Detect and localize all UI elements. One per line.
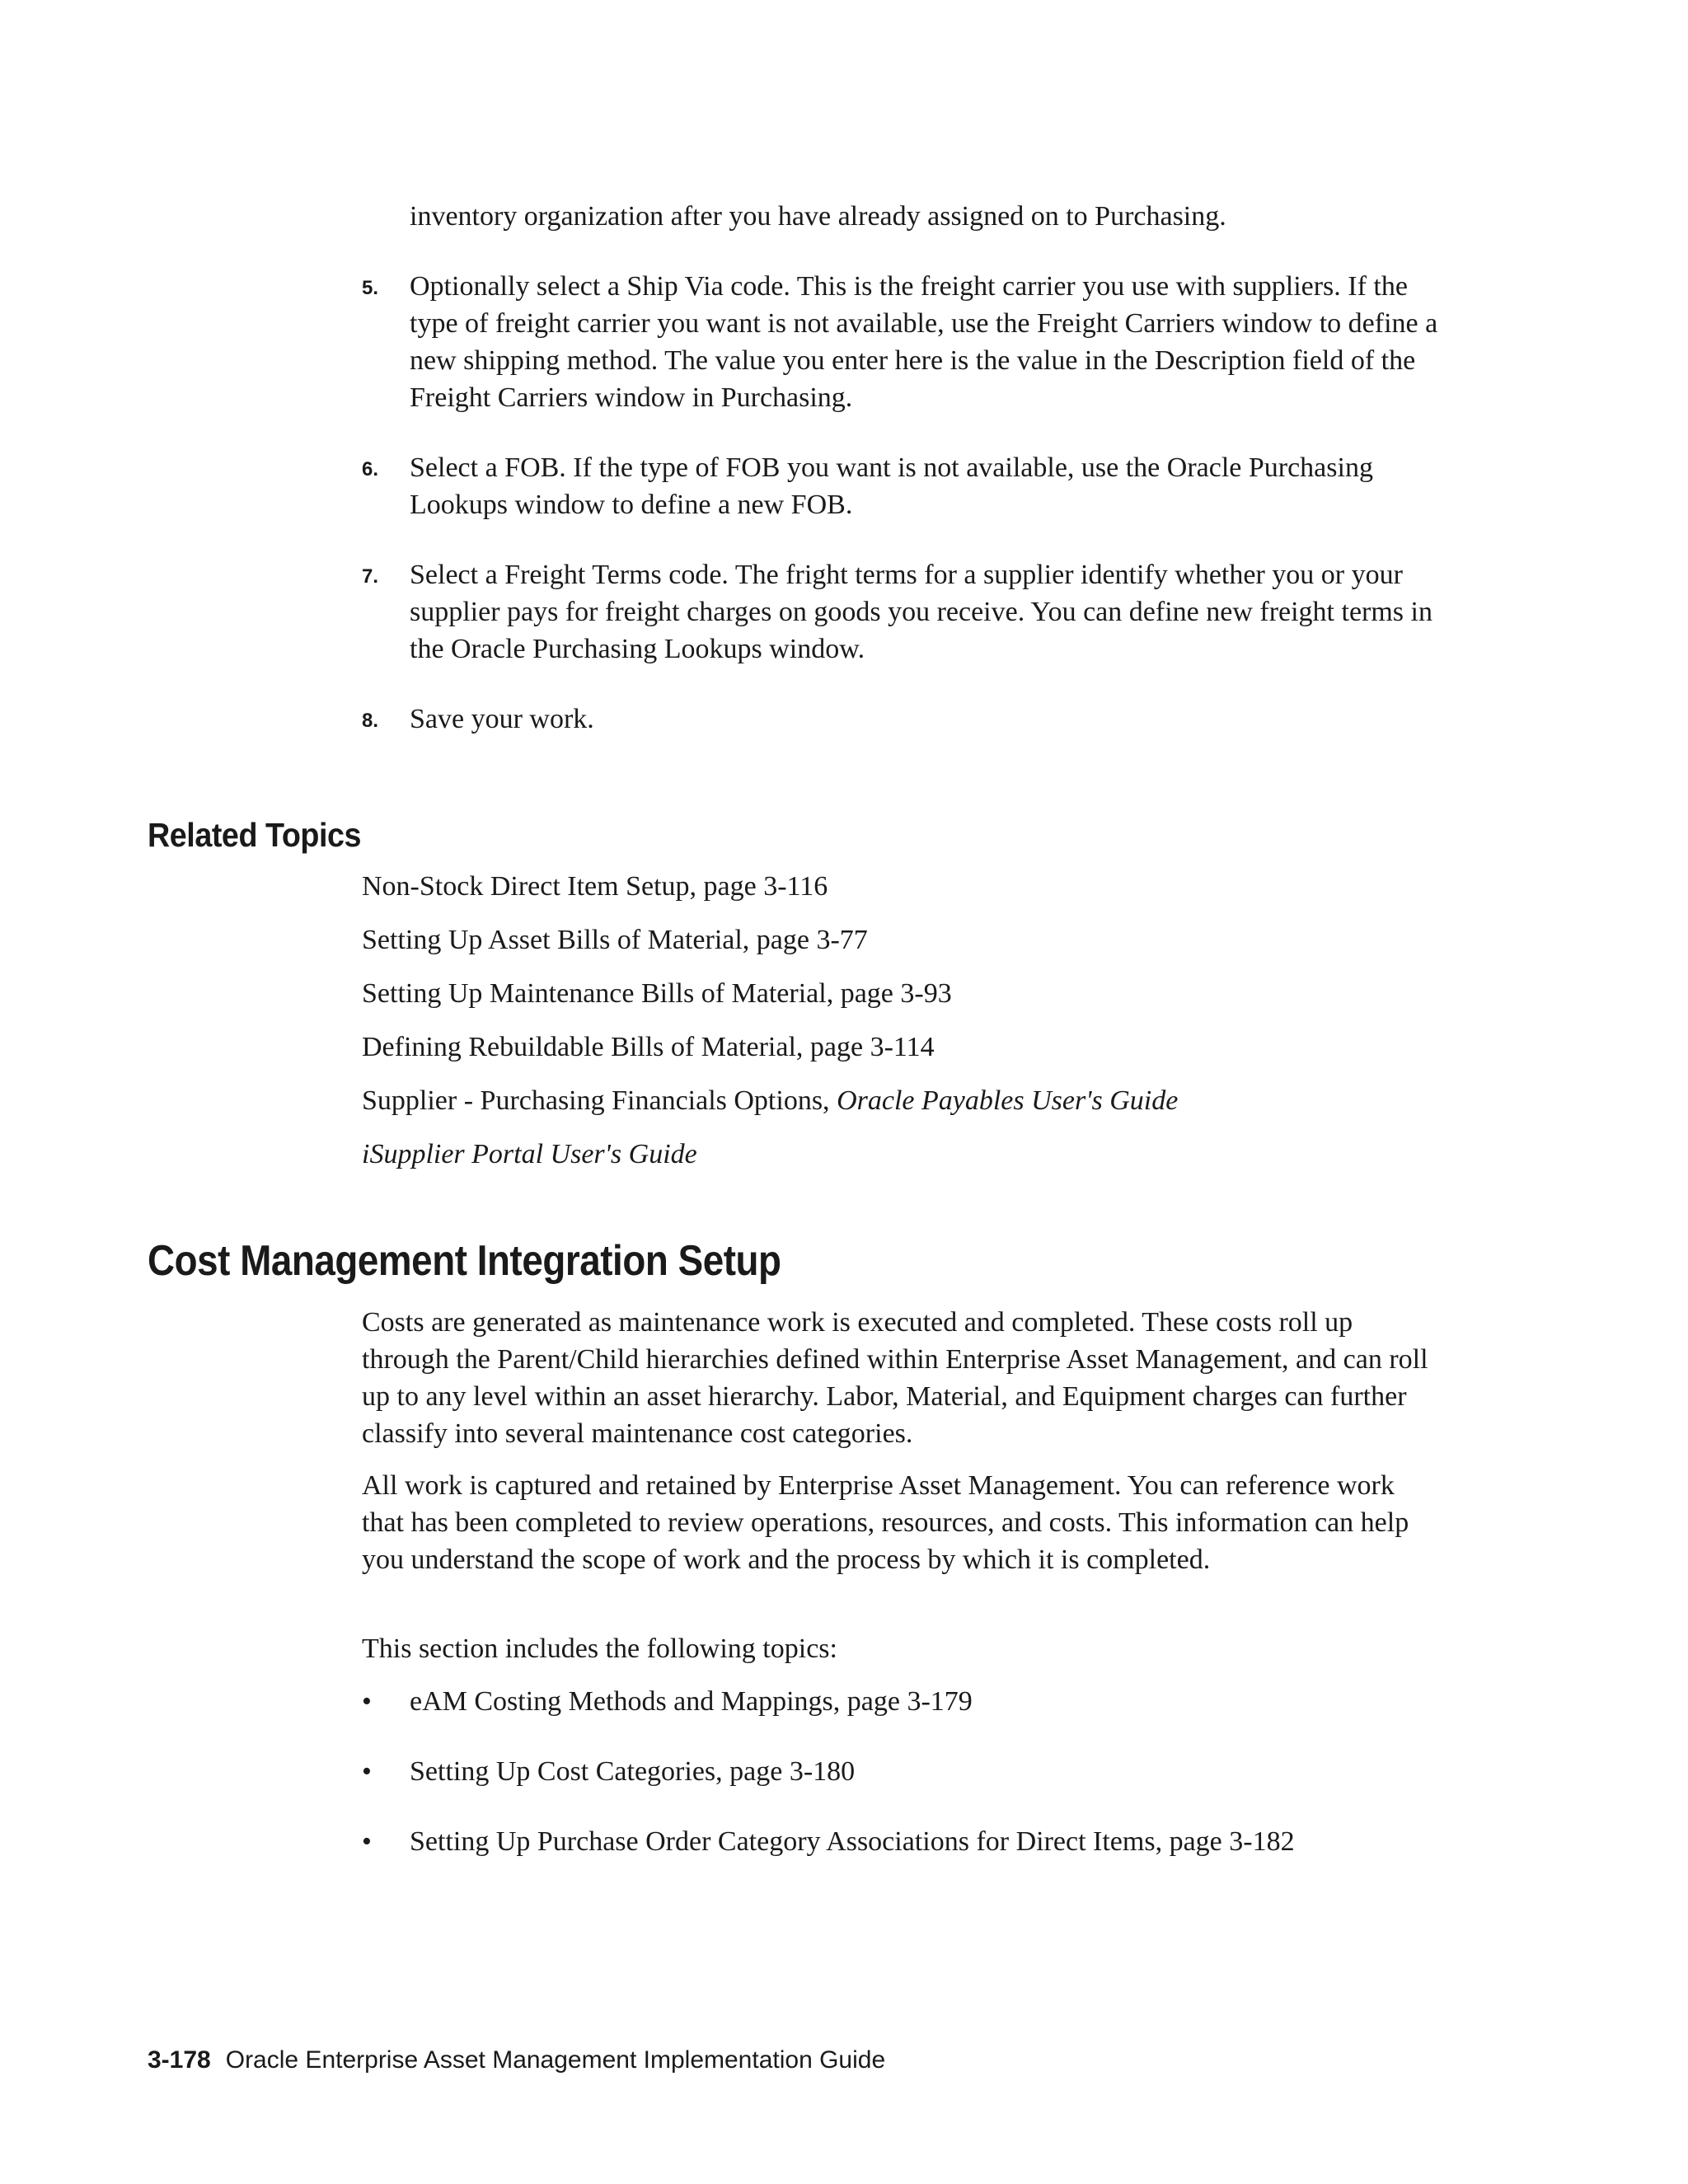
topic-bullet-item[interactable]	[362, 1683, 1450, 1753]
topic-link[interactable]: eAM Costing Methods and Mappings, page 3-179	[410, 1686, 973, 1717]
related-link-book: Oracle Payables User's Guide	[837, 1085, 1179, 1116]
page-footer	[148, 2044, 885, 2077]
topic-link[interactable]: Setting Up Purchase Order Category Associations for Direct Items, page 3-182	[410, 1826, 1295, 1857]
related-link-text[interactable]: Setting Up Asset Bills of Material, page 3-77	[362, 925, 868, 955]
related-link-book: iSupplier Portal User's Guide	[362, 1139, 697, 1169]
related-link-text[interactable]: Supplier - Purchasing Financials Options,	[362, 1085, 837, 1116]
related-topics-heading: Related Topics	[148, 816, 362, 854]
topic-bullet-item[interactable]	[362, 1753, 1450, 1823]
bullet-icon: •	[362, 1686, 372, 1717]
related-link-text[interactable]: Defining Rebuildable Bills of Material, page 3-114	[362, 1032, 935, 1062]
related-topics-list	[362, 868, 1450, 1189]
related-link[interactable]	[362, 921, 1450, 975]
topic-bullet-list	[362, 1683, 1450, 1893]
topic-link[interactable]: Setting Up Cost Categories, page 3-180	[410, 1756, 856, 1787]
step-6	[362, 449, 1450, 523]
step-text: Select a FOB. If the type of FOB you want is not available, use the Oracle Purchasing Lookups window to define a new FOB.	[410, 452, 1373, 520]
step-text: Optionally select a Ship Via code. This is the freight carrier you use with suppliers. If the type of freight carrier you want is not available, use the Freight Carriers window to define a new shipping method. The value you enter here is the value in the Description field of the Freight Carriers window in Purchasing.	[410, 271, 1438, 413]
related-link[interactable]	[362, 975, 1450, 1029]
footer-page-number: 3-178	[148, 2046, 211, 2074]
step-5	[362, 268, 1450, 416]
step-number: 8.	[362, 710, 379, 732]
step-number: 7.	[362, 565, 379, 588]
section-paragraph: This section includes the following topics:	[362, 1633, 837, 1664]
bullet-icon: •	[362, 1756, 372, 1787]
step-7	[362, 556, 1450, 668]
section-paragraph: Costs are generated as maintenance work is executed and completed. These costs roll up through the Parent/Child hierarchies defined within Enterprise Asset Management, and can roll up to any level within an asset hierarchy. Labor, Material, and Equipment charges can further classify into several maintenance cost categories.	[362, 1307, 1428, 1449]
section-paragraph: All work is captured and retained by Enterprise Asset Management. You can reference work that has been completed to review operations, resources, and costs. This information can help you understand the scope of work and the process by which it is completed.	[362, 1470, 1409, 1575]
topic-bullet-item[interactable]	[362, 1823, 1450, 1893]
related-link[interactable]	[362, 1029, 1450, 1082]
related-link[interactable]	[362, 868, 1450, 921]
continuation-text: inventory organization after you have already assigned on to Purchasing.	[410, 201, 1226, 232]
section-heading: Cost Management Integration Setup	[148, 1237, 781, 1285]
step-8	[362, 701, 1450, 738]
step-text: Save your work.	[410, 704, 594, 734]
step-number: 6.	[362, 458, 379, 480]
related-link[interactable]	[362, 1082, 1450, 1136]
footer-guide-title: Oracle Enterprise Asset Management Implementation Guide	[225, 2046, 886, 2074]
related-link-text[interactable]: Setting Up Maintenance Bills of Material, page 3-93	[362, 978, 952, 1009]
step-number: 5.	[362, 277, 379, 299]
related-link[interactable]	[362, 1136, 1450, 1189]
related-link-text[interactable]: Non-Stock Direct Item Setup, page 3-116	[362, 871, 828, 902]
bullet-icon: •	[362, 1826, 372, 1857]
step-text: Select a Freight Terms code. The fright terms for a supplier identify whether you or your supplier pays for freight charges on goods you receive. You can define new freight terms in the Oracle Purchasing Lookups window.	[410, 560, 1432, 664]
